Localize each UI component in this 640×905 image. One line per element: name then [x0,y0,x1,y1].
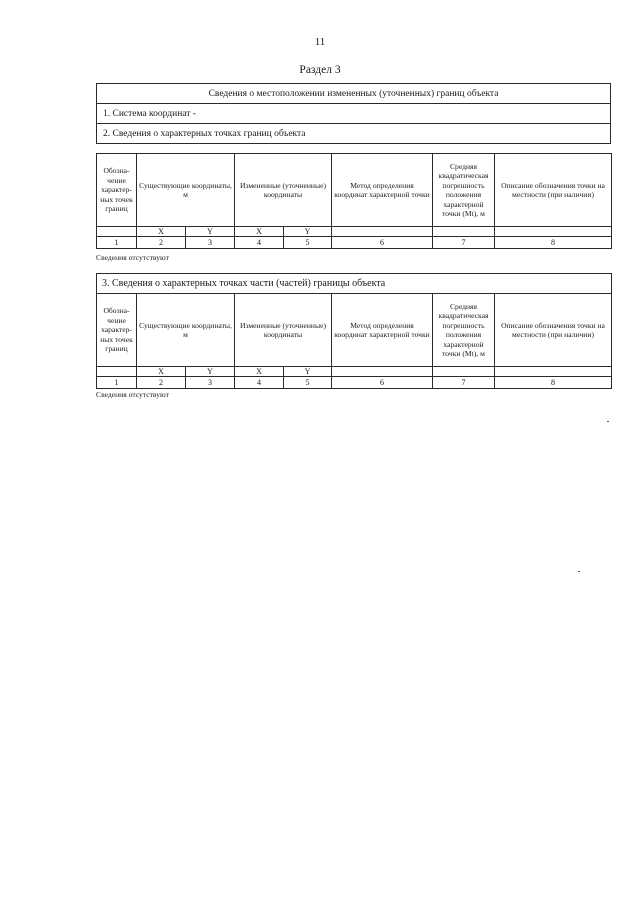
xy-cell [332,367,433,377]
coord-system-row: 1. Система координат - [97,104,611,124]
x-label: X [235,367,284,377]
column-number: 7 [433,237,495,249]
y-label: Y [284,367,332,377]
col-description: Описание обозначения точки на местности (при наличии) [495,294,612,367]
xy-cell [433,227,495,237]
col-error: Средняя квадратическая погрешность положения характерной точки (Mt), м [433,294,495,367]
xy-cell [332,227,433,237]
header-table [96,83,611,144]
col-existing-coords: Существующие координаты, м [137,154,235,227]
column-number: 3 [186,377,235,389]
page-number: 11 [314,36,326,48]
column-number: 2 [137,237,186,249]
column-number: 1 [97,377,137,389]
y-label: Y [186,367,235,377]
y-label: Y [284,227,332,237]
column-number: 5 [284,237,332,249]
col-changed-coords: Измененные (уточненные) координаты [235,154,332,227]
xy-cell [495,367,612,377]
col-error: Средняя квадратическая погрешность положения характерной точки (Mt), м [433,154,495,227]
column-number: 4 [235,237,284,249]
header-title: Сведения о местоположении измененных (уточненных) границ объекта [97,84,611,104]
x-label: X [137,227,186,237]
column-number: 1 [97,237,137,249]
col-method: Метод определения координат характерной точки [332,154,433,227]
scan-speck [607,421,609,422]
no-data-note: Сведения отсутствуют [96,390,169,399]
column-number: 3 [186,237,235,249]
y-label: Y [186,227,235,237]
column-number: 8 [495,377,612,389]
col-designation: Обозна-чение характер-ных точек границ [97,154,137,227]
parts-caption: 3. Сведения о характерных точках части (частей) границы объекта [97,274,612,294]
points-table-1 [96,153,612,249]
x-label: X [235,227,284,237]
col-description: Описание обозначения точки на местности (при наличии) [495,154,612,227]
scan-speck [578,571,580,572]
col-method: Метод определения координат характерной точки [332,294,433,367]
col-designation: Обозна-чение характер-ных точек границ [97,294,137,367]
column-number: 8 [495,237,612,249]
section-title: Раздел 3 [299,64,341,76]
xy-cell [97,227,137,237]
column-number: 6 [332,237,433,249]
column-number: 2 [137,377,186,389]
column-number: 7 [433,377,495,389]
column-number: 6 [332,377,433,389]
xy-cell [433,367,495,377]
points-table-2 [96,273,612,389]
no-data-note: Сведения отсутствуют [96,253,169,262]
col-changed-coords: Измененные (уточненные) координаты [235,294,332,367]
col-existing-coords: Существующие координаты, м [137,294,235,367]
xy-cell [97,367,137,377]
column-number: 4 [235,377,284,389]
points-caption: 2. Сведения о характерных точках границ объекта [97,124,611,144]
x-label: X [137,367,186,377]
column-number: 5 [284,377,332,389]
xy-cell [495,227,612,237]
